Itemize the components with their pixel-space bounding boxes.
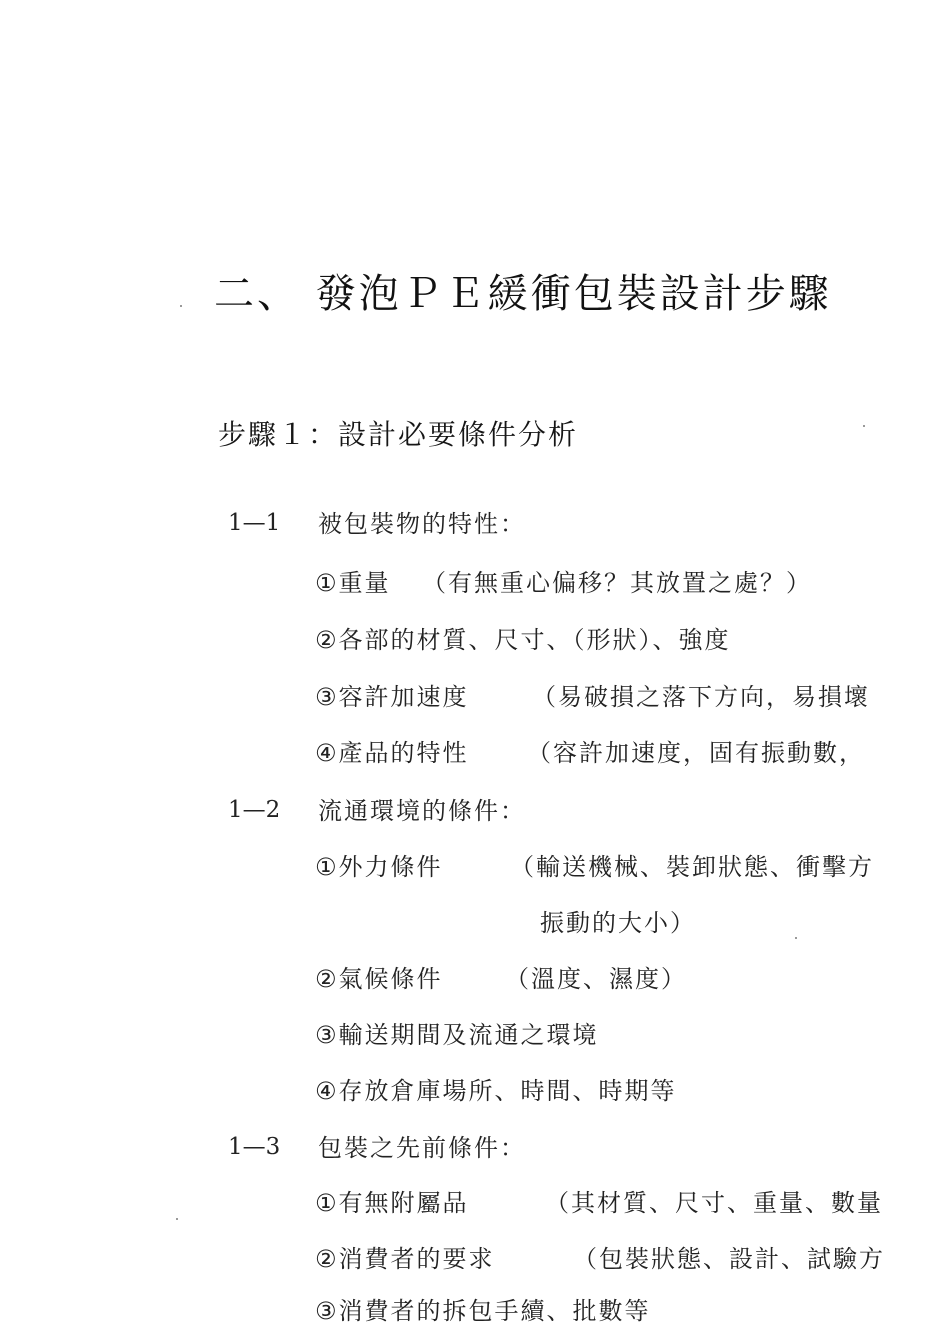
section-number: 1—1 [228, 510, 281, 536]
item-label: ②氣候條件 [315, 965, 443, 993]
list-item [315, 1079, 677, 1103]
item-note: （其材質、尺寸、重量、數量 [545, 1189, 883, 1217]
item-note: （容許加速度，固有振動數， [527, 739, 865, 767]
scan-speck [795, 937, 797, 939]
list-item [315, 628, 731, 652]
section-heading: 流通環境的條件： [318, 797, 526, 825]
item-note: （包裝狀態、設計、試驗方 [573, 1245, 885, 1273]
list-item-continuation [540, 911, 696, 935]
list-item [315, 1189, 883, 1217]
document-title: 二、 發泡ＰＥ緩衝包裝設計步驟 [214, 271, 832, 317]
section-heading: 被包裝物的特性： [318, 510, 526, 538]
list-item [315, 683, 870, 711]
item-note: （易破損之落下方向，易損壞 [532, 683, 870, 711]
item-note: （輸送機械、裝卸狀態、衝擊方 [510, 853, 874, 881]
item-label: ③輸送期間及流通之環境 [315, 1021, 599, 1049]
item-label: ②消費者的要求 [315, 1245, 495, 1273]
list-item [315, 965, 687, 993]
item-note: （溫度、濕度） [505, 965, 687, 993]
item-label: ①有無附屬品 [315, 1189, 469, 1217]
scan-speck [180, 305, 182, 307]
list-item [315, 1245, 885, 1273]
step-heading: 步驟１：設計必要條件分析 [218, 418, 579, 451]
scan-speck [176, 1218, 178, 1220]
item-label: ③容許加速度 [315, 683, 469, 711]
item-label: ①重量 [315, 569, 391, 597]
item-label: ④存放倉庫場所、時間、時期等 [315, 1077, 677, 1105]
section-number: 1—2 [228, 797, 281, 823]
item-label: ②各部的材質、尺寸、（形狀）、強度 [315, 626, 731, 654]
section-heading: 包裝之先前條件： [318, 1134, 526, 1162]
list-item [315, 569, 812, 597]
list-item [315, 853, 874, 881]
item-label: ④產品的特性 [315, 739, 469, 767]
section-number: 1—3 [228, 1134, 281, 1160]
item-label: ③消費者的拆包手續、批數等 [315, 1297, 651, 1325]
list-item [315, 1299, 651, 1323]
item-label: ①外力條件 [315, 853, 443, 881]
item-note: 振動的大小） [540, 909, 696, 937]
list-item [315, 739, 865, 767]
scan-speck [863, 425, 865, 427]
item-note: （有無重心偏移？其放置之處？） [422, 569, 812, 597]
list-item [315, 1023, 599, 1047]
